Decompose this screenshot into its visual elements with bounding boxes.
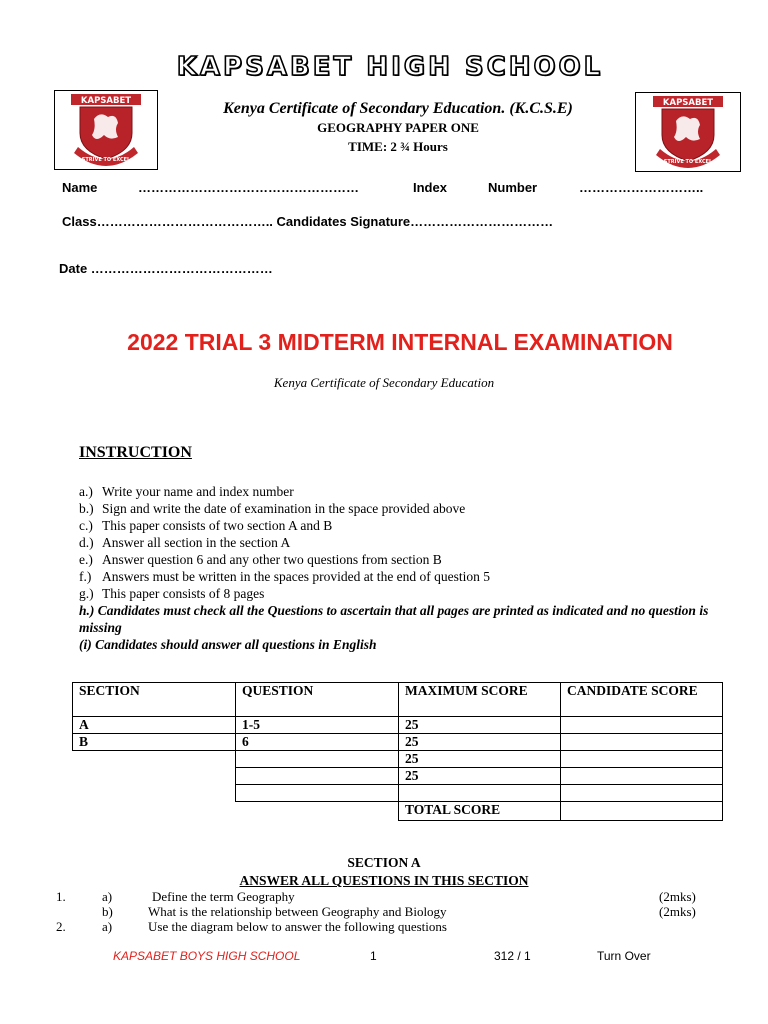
instruction-item: a.) Write your name and index number xyxy=(79,484,294,499)
question-text: What is the relationship between Geography and Biology xyxy=(148,904,447,919)
instruction-item: f.) Answers must be written in the spaces provided at the end of question 5 xyxy=(79,569,491,584)
date-line[interactable]: Date …………………………………… xyxy=(59,261,273,276)
school-logo-right xyxy=(635,92,741,172)
instruction-item: c.) This paper consists of two section A and B xyxy=(79,518,333,533)
candidate-score-cell[interactable] xyxy=(561,785,723,802)
total-score-cell[interactable] xyxy=(561,802,723,821)
index-label: Index xyxy=(413,180,447,195)
header-candidate-score: CANDIDATE SCORE xyxy=(561,683,723,717)
class-signature-line[interactable]: Class………………………………….. Candidates Signature…………………………… xyxy=(62,214,554,229)
paper-code: 312 / 1 xyxy=(494,949,531,963)
footer-school-name: KAPSABET BOYS HIGH SCHOOL xyxy=(113,949,301,963)
instruction-heading: INSTRUCTION xyxy=(79,444,192,461)
name-field[interactable]: …………………………………………… xyxy=(138,180,359,195)
total-row xyxy=(73,802,723,821)
index-number-field[interactable]: ……………………….. xyxy=(579,180,704,195)
section-a-title: SECTION A xyxy=(347,855,421,870)
question-number: 2. xyxy=(56,919,66,934)
table-row xyxy=(73,785,723,802)
question-part: b) xyxy=(102,904,113,919)
logo-text: KAPSABET xyxy=(80,96,132,106)
paper-title: GEOGRAPHY PAPER ONE xyxy=(317,120,479,135)
table-row: B 6 25 xyxy=(73,734,723,751)
header-section: SECTION xyxy=(73,683,236,717)
name-label: Name xyxy=(62,180,98,195)
school-logo-left xyxy=(54,90,158,170)
crest-icon xyxy=(55,91,157,169)
candidate-score-cell[interactable] xyxy=(561,768,723,785)
section-a-instruction: ANSWER ALL QUESTIONS IN THIS SECTION xyxy=(239,873,529,888)
instruction-list xyxy=(79,483,729,653)
crest-icon xyxy=(636,93,740,171)
instruction-item: e.) Answer question 6 and any other two questions from section B xyxy=(79,552,442,567)
exam-subtitle: Kenya Certificate of Secondary Education xyxy=(273,375,495,390)
question-marks: (2mks) xyxy=(659,889,696,904)
instruction-item: b.) Sign and write the date of examination in the space provided above xyxy=(79,501,466,516)
instruction-item: g.) This paper consists of 8 pages xyxy=(79,586,265,601)
question-marks: (2mks) xyxy=(659,904,696,919)
header-question: QUESTION xyxy=(236,683,399,717)
candidate-score-cell[interactable] xyxy=(561,717,723,734)
page-number: 1 xyxy=(370,949,377,963)
score-table xyxy=(72,682,723,821)
time-allowed: TIME: 2 ¾ Hours xyxy=(348,139,448,154)
table-row: A 1-5 25 xyxy=(73,717,723,734)
instruction-item: d.) Answer all section in the section A xyxy=(79,535,291,550)
question-number: 1. xyxy=(56,889,66,904)
header-max-score: MAXIMUM SCORE xyxy=(399,683,561,717)
question-text: Define the term Geography xyxy=(152,889,295,904)
table-row: 25 xyxy=(73,751,723,768)
exam-title: 2022 TRIAL 3 MIDTERM INTERNAL EXAMINATION xyxy=(127,329,673,355)
school-name: KAPSABET HIGH SCHOOL xyxy=(176,52,604,82)
turn-over-label: Turn Over xyxy=(597,949,651,963)
kcse-heading: Kenya Certificate of Secondary Education. (K.C.S.E) xyxy=(223,100,573,117)
question-part: a) xyxy=(102,889,113,904)
candidate-score-cell[interactable] xyxy=(561,734,723,751)
total-score-label: TOTAL SCORE xyxy=(399,802,561,821)
logo-motto: STRIVE TO EXCEL xyxy=(663,159,713,165)
instruction-item-h: h.) Candidates must check all the Questions to ascertain that all pages are printed as indicated and no question is missing xyxy=(79,603,709,635)
instruction-item-i: (i) Candidates should answer all questions in English xyxy=(79,637,377,652)
candidate-score-cell[interactable] xyxy=(561,751,723,768)
table-row: 25 xyxy=(73,768,723,785)
number-label: Number xyxy=(488,180,538,195)
question-part: a) xyxy=(102,919,113,934)
logo-text: KAPSABET xyxy=(662,98,714,108)
table-header-row xyxy=(73,683,723,717)
logo-motto: STRIVE TO EXCEL xyxy=(81,157,131,163)
question-text: Use the diagram below to answer the following questions xyxy=(148,919,447,934)
